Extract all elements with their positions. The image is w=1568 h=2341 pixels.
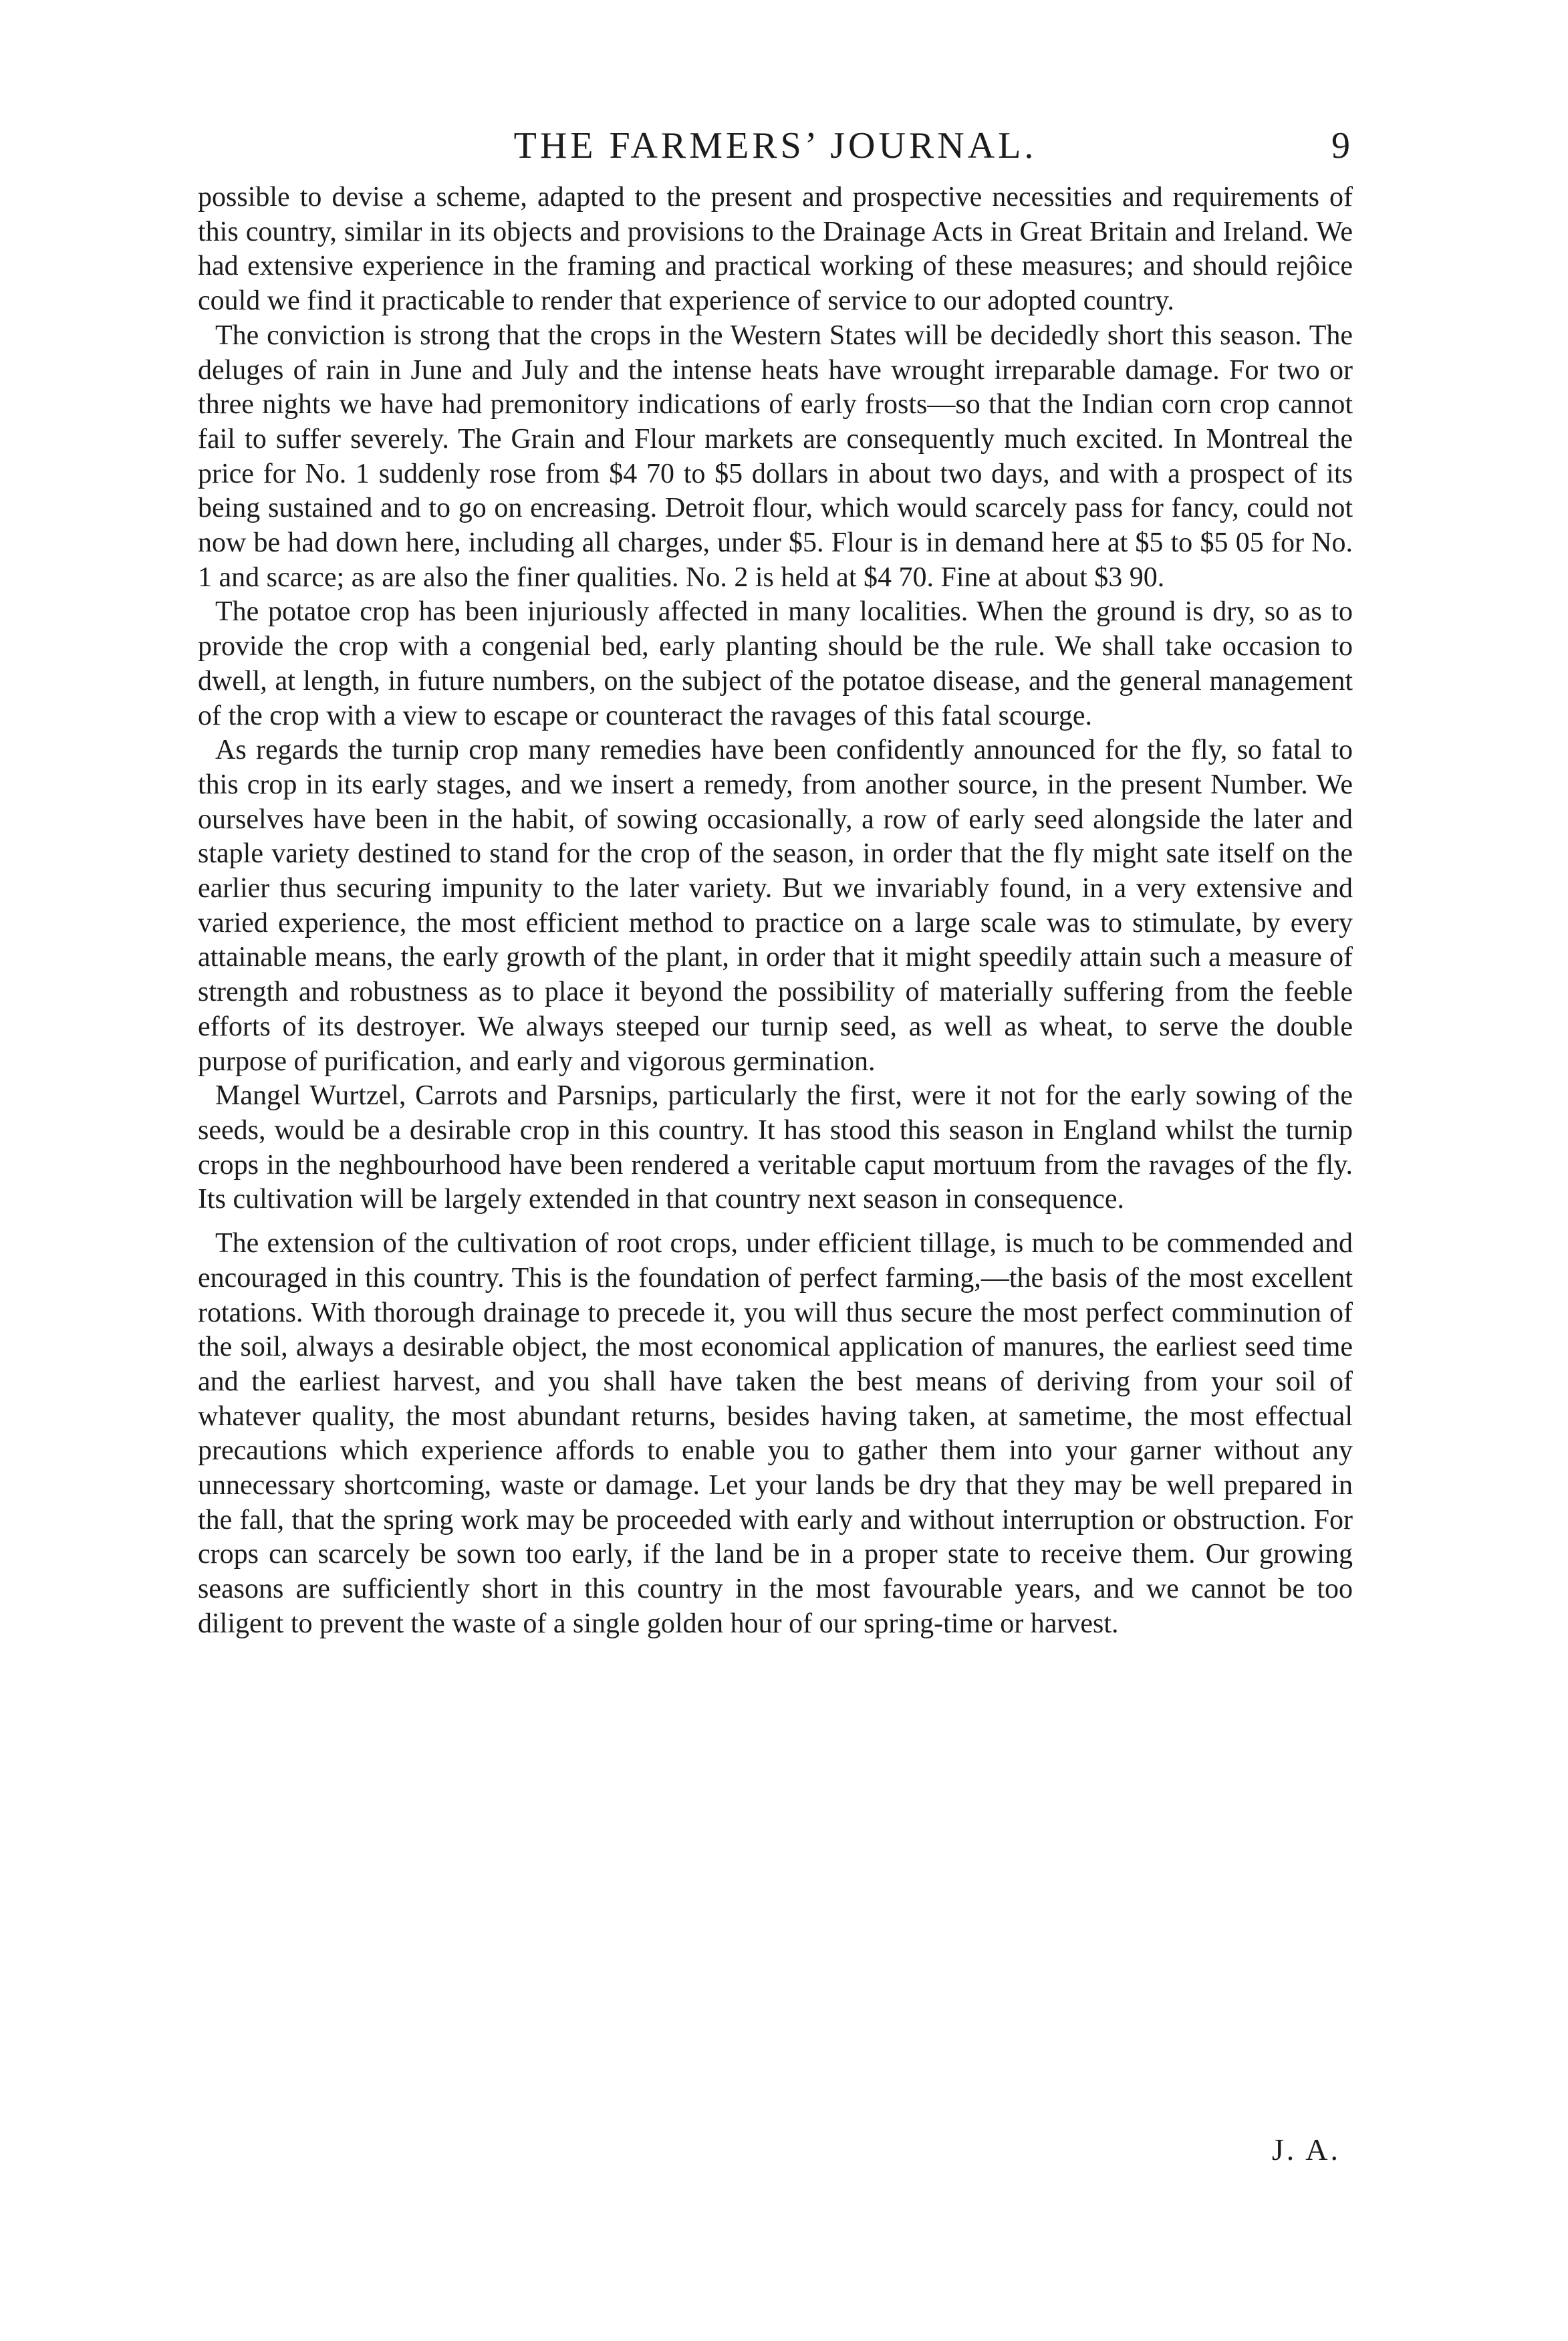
paragraph-potatoe-crop: The potatoe crop has been injuriously affected in many localities. When the ground is dry, so as to provide the crop with a congenial bed, early planting should be the rule. We shall take occasion to dwell, at length, in future numbers, on the subject of the potatoe disease, and the general management of the crop with a view to escape or counteract the ravages of this fatal scourge. <box>198 596 1353 731</box>
paragraph-drainage-scheme: possible to devise a scheme, adapted to the present and prospective necessities and requirements of this country, similar in its objects and provisions to the Drainage Acts in Great Britain and Ireland. We had extensive experience in the framing and practical working of these measures; and should rejôice could we find it practicable to render that experience of service to our adopted country. <box>198 182 1353 317</box>
page-number: 9 <box>1331 125 1350 166</box>
author-signature: J. A. <box>1271 2132 1341 2167</box>
article-body <box>198 180 1353 1642</box>
paragraph-root-crops: The extension of the cultivation of root crops, under efficient tillage, is much to be commended and encouraged in this country. This is the foundation of perfect farming,—the basis of the most excellent rotations. With thorough drainage to precede it, you will thus secure the most perfect comminution of the soil, always a desirable object, the most economical application of manures, the earliest seed time and the earliest harvest, and you shall have taken the best means of deriving from your soil of whatever quality, the most abundant returns, besides having taken, at sametime, the most effectual precautions which experience affords to enable you to gather them into your garner without any unnecessary shortcoming, waste or damage. Let your lands be dry that they may be well prepared in the fall, that the spring work may be proceeded with early and without interruption or obstruction. For crops can scarcely be sown too early, if the land be in a proper state to receive them. Our growing seasons are sufficiently short in this country in the most favourable years, and we cannot be too diligent to prevent the waste of a single golden hour of our spring-time or harvest. <box>198 1228 1353 1639</box>
journal-title: THE FARMERS’ JOURNAL. <box>513 125 1037 166</box>
paragraph-mangel-wurtzel: Mangel Wurtzel, Carrots and Parsnips, particularly the first, were it not for the early sowing of the seeds, would be a desirable crop in this country. It has stood this season in England whilst the turnip crops in the neghbourhood have been rendered a veritable caput mortuum from the ravages of the fly. Its cultivation will be largely extended in that country next season in consequence. <box>198 1080 1353 1215</box>
running-head <box>201 119 1350 172</box>
paragraph-turnip-crop: As regards the turnip crop many remedies have been confidently announced for the fly, so fatal to this crop in its early stages, and we insert a remedy, from another source, in the present Number. We ourselves have been in the habit, of sowing occasionally, a row of early seed alongside the later and staple variety destined to stand for the crop of the season, in order that the fly might sate itself on the earlier thus securing impunity to the later variety. But we invariably found, in a very extensive and varied experience, the most efficient method to practice on a large scale was to stimulate, by every attainable means, the early growth of the plant, in order that it might speedily attain such a measure of strength and robustness as to place it beyond the possibility of materially suffering from the feeble efforts of its destroyer. We always steeped our turnip seed, as well as wheat, to serve the double purpose of purification, and early and vigorous germination. <box>198 735 1353 1077</box>
paragraph-western-crops: The conviction is strong that the crops in the Western States will be decidedly short this season. The deluges of rain in June and July and the intense heats have wrought irreparable damage. For two or three nights we have had premonitory indications of early frosts—so that the Indian corn crop cannot fail to suffer severely. The Grain and Flour markets are consequently much excited. In Montreal the price for No. 1 suddenly rose from $4 70 to $5 dollars in about two days, and with a prospect of its being sustained and to go on encreasing. Detroit flour, which would scarcely pass for fancy, could not now be had down here, including all charges, under $5. Flour is in demand here at $5 to $5 05 for No. 1 and scarce; as are also the finer qualities. No. 2 is held at $4 70. Fine at about $3 90. <box>198 320 1353 593</box>
